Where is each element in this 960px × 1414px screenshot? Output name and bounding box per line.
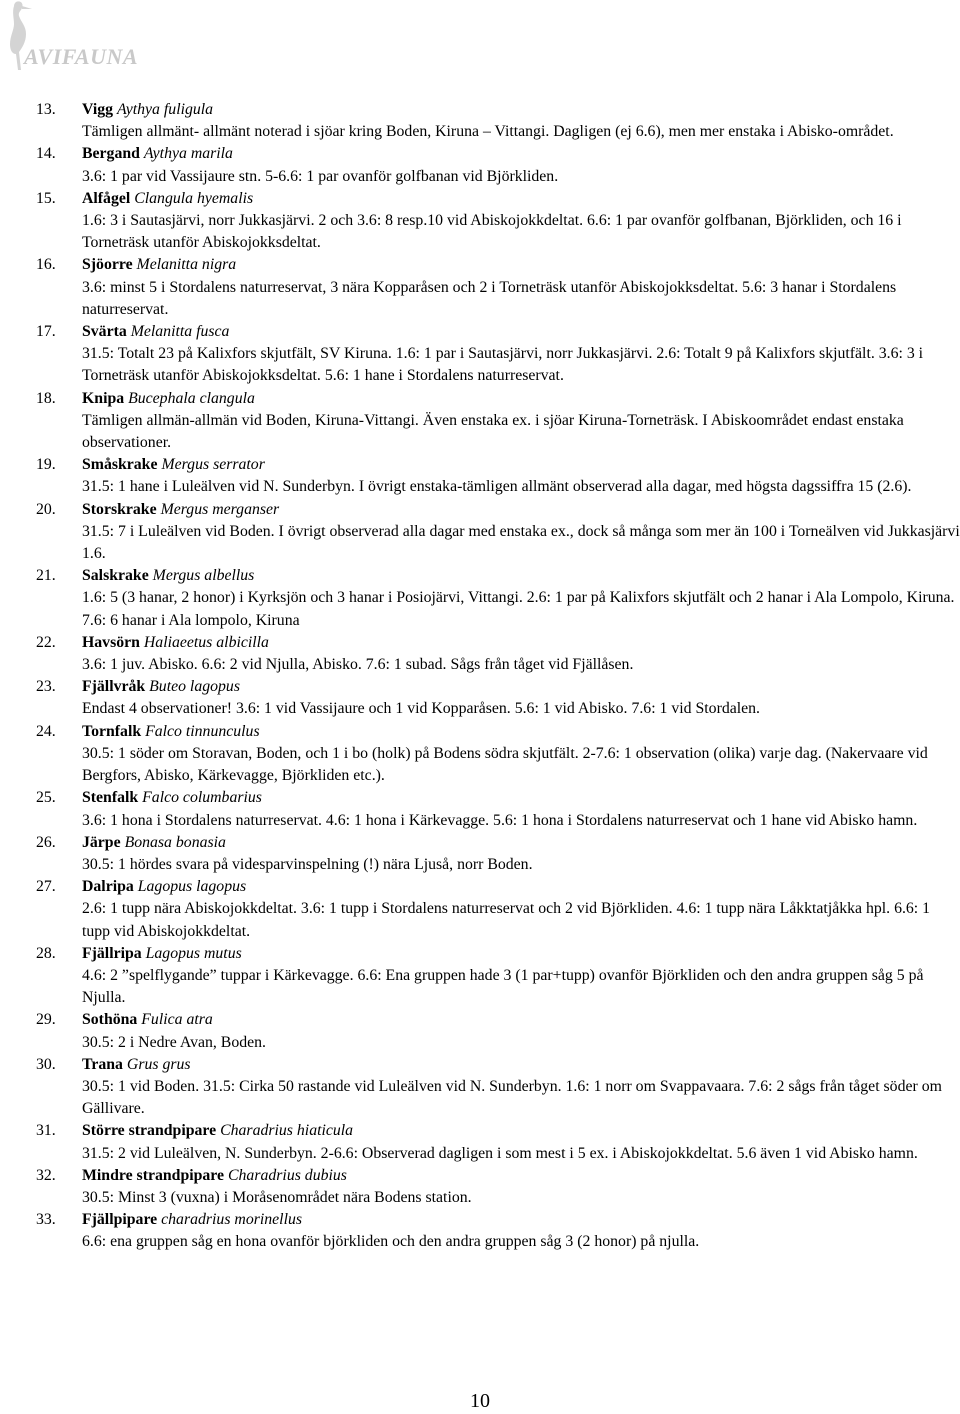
- swedish-name: Vigg: [82, 101, 114, 118]
- entry-number: 26.: [36, 833, 56, 851]
- swedish-name: Dalripa: [82, 878, 134, 896]
- latin-name: Clangula hyemalis: [134, 189, 254, 207]
- latin-name: Lagopus mutus: [145, 944, 242, 962]
- species-list: [36, 99, 960, 1254]
- entry-number: 15.: [36, 189, 56, 207]
- observation-text: 6.6: ena gruppen såg en hona ovanför björkliden och den andra gruppen såg 3 (2 honor) på njulla.: [82, 1233, 700, 1251]
- species-entry: [36, 1054, 960, 1121]
- observation-text: 30.5: 1 söder om Storavan, Boden, och 1 i bo (holk) på Bodens södra skjutfält. 2-7.6: 1 observation (olika) varje dag. (Nakervaare vid Bergfors, Abisko, Kärkevagge, Björkliden etc.).: [82, 744, 928, 785]
- observation-text: Tämligen allmänt- allmänt noterad i sjöar kring Boden, Kiruna – Vittangi. Dagligen (ej 6.6), men mer enstaka i Abisko-området.: [82, 123, 894, 141]
- swedish-name: Fjällripa: [82, 944, 142, 962]
- latin-name: Bucephala clangula: [128, 389, 255, 407]
- entry-number: 29.: [36, 1011, 56, 1029]
- latin-name: Melanitta fusca: [130, 323, 230, 341]
- swedish-name: Tornfalk: [82, 722, 142, 740]
- swedish-name: Sjöorre: [82, 256, 133, 274]
- entry-number: 27.: [36, 878, 56, 896]
- species-entry: [36, 1009, 960, 1053]
- swedish-name: Fjällpipare: [82, 1211, 158, 1229]
- latin-name: Mergus albellus: [152, 567, 255, 585]
- observation-text: 3.6: 1 par vid Vassijaure stn. 5-6.6: 1 par ovanför golfbanan vid Björkliden.: [82, 167, 559, 185]
- latin-name: Mergus serrator: [161, 456, 265, 474]
- entry-number: 28.: [36, 944, 56, 962]
- latin-name: Aythya fuligula: [116, 101, 214, 118]
- species-entry: [36, 99, 960, 143]
- observation-text: 31.5: 2 vid Luleälven, N. Sunderbyn. 2-6.6: Observerad dagligen i som mest i 5 ex. i Abiskojokkdeltat. 5.6 även 1 vid Abisko hamn.: [82, 1144, 918, 1162]
- latin-name: Charadrius dubius: [228, 1166, 347, 1184]
- species-entry: [36, 676, 960, 720]
- species-entry: [36, 388, 960, 455]
- species-entry: [36, 721, 960, 788]
- entry-number: 30.: [36, 1055, 56, 1073]
- entry-number: 18.: [36, 389, 56, 407]
- observation-text: 1.6: 5 (3 hanar, 2 honor) i Kyrksjön och 3 hanar i Posiojärvi, Vittangi. 2.6: 1 par på Kalixfors skjutfält och 2 hanar i Ala Lompolo, Kiruna. 7.6: 6 hanar i Ala lompolo, Kiruna: [82, 589, 955, 629]
- entry-number: 24.: [36, 722, 56, 740]
- species-entry: [36, 454, 960, 498]
- observation-text: 3.6: 1 juv. Abisko. 6.6: 2 vid Njulla, Abisko. 7.6: 1 subad. Sågs från tåget vid Fjällåsen.: [82, 656, 634, 674]
- species-entry: [36, 321, 960, 388]
- swedish-name: Alfågel: [82, 189, 131, 207]
- latin-name: charadrius morinellus: [161, 1211, 303, 1229]
- species-entry: [36, 499, 960, 566]
- swedish-name: Knipa: [82, 389, 125, 407]
- observation-text: 2.6: 1 tupp nära Abiskojokkdeltat. 3.6: 1 tupp i Stordalens naturreservat och 2 vid Björkliden. 4.6: 1 tupp nära Låkktatjåkka hpl. 6.6: 1 tupp vid Abiskojokkdeltat.: [82, 900, 931, 940]
- species-entry: [36, 1120, 960, 1164]
- latin-name: Mergus merganser: [160, 500, 280, 518]
- species-entry: [36, 1165, 960, 1209]
- swedish-name: Svärta: [82, 323, 127, 341]
- observation-text: Endast 4 observationer! 3.6: 1 vid Vassijaure och 1 vid Kopparåsen. 5.6: 1 vid Abisko. 7.6: 1 vid Stordalen.: [82, 700, 761, 718]
- entry-number: 33.: [36, 1211, 56, 1229]
- observation-text: 31.5: 1 hane i Luleälven vid N. Sunderbyn. I övrigt enstaka-tämligen allmänt observerad alla dagar, med högsta dagssiffra 15 (2.6).: [82, 478, 912, 496]
- entry-number: 32.: [36, 1166, 56, 1184]
- swedish-name: Större strandpipare: [82, 1122, 217, 1140]
- swedish-name: Fjällvråk: [82, 678, 146, 696]
- swedish-name: Salskrake: [82, 567, 149, 585]
- swedish-name: Havsörn: [82, 633, 140, 651]
- entry-number: 31.: [36, 1122, 56, 1140]
- species-entry: [36, 632, 960, 676]
- swedish-name: Storskrake: [82, 500, 157, 518]
- observation-text: 30.5: 1 vid Boden. 31.5: Cirka 50 rastande vid Luleälven vid N. Sunderbyn. 1.6: 1 norr om Svappavaara. 7.6: 2 sågs från tåget söder om Gällivare.: [82, 1077, 942, 1118]
- latin-name: Aythya marila: [143, 145, 233, 163]
- latin-name: Buteo lagopus: [149, 678, 240, 696]
- observation-text: 30.5: 2 i Nedre Avan, Boden.: [82, 1033, 266, 1051]
- latin-name: Grus grus: [126, 1055, 191, 1073]
- latin-name: Melanitta nigra: [136, 256, 237, 274]
- observation-text: Tämligen allmän-allmän vid Boden, Kiruna-Vittangi. Även enstaka ex. i sjöar Kiruna-Torneträsk. I Abiskoområdet endast enstaka observationer.: [82, 411, 904, 452]
- latin-name: Falco columbarius: [142, 789, 262, 807]
- species-entry: [36, 143, 960, 187]
- species-entry: [36, 188, 960, 255]
- latin-name: Lagopus lagopus: [137, 878, 247, 896]
- entry-number: 21.: [36, 567, 56, 585]
- entry-number: 25.: [36, 789, 56, 807]
- swedish-name: Sothöna: [82, 1011, 138, 1029]
- latin-name: Haliaeetus albicilla: [143, 633, 269, 651]
- swedish-name: Bergand: [82, 145, 140, 163]
- entry-number: 16.: [36, 256, 56, 274]
- entry-number: 22.: [36, 633, 56, 651]
- swedish-name: Mindre strandpipare: [82, 1166, 225, 1184]
- observation-text: 30.5: 1 hördes svara på videsparvinspelning (!) nära Ljuså, norr Boden.: [82, 855, 533, 873]
- entry-number: 14.: [36, 145, 56, 163]
- page-number: 10: [470, 1390, 490, 1412]
- observation-text: 31.5: Totalt 23 på Kalixfors skjutfält, SV Kiruna. 1.6: 1 par i Sautasjärvi, norr Jukkasjärvi. 2.6: Totalt 9 på Kalixfors skjutfält. 3.6: 3 i Torneträsk utanför Abiskojokksdeltat. 5.6: 1 hane i Stordalens naturreservat.: [82, 345, 924, 385]
- latin-name: Fulica atra: [141, 1011, 213, 1029]
- swedish-name: Stenfalk: [82, 789, 139, 807]
- entry-number: 13.: [36, 101, 56, 118]
- latin-name: Charadrius hiaticula: [220, 1122, 354, 1140]
- swedish-name: Järpe: [82, 833, 121, 851]
- entry-number: 23.: [36, 678, 56, 696]
- observation-text: 30.5: Minst 3 (vuxna) i Moråsenområdet nära Bodens station.: [82, 1188, 472, 1206]
- species-entry: [36, 254, 960, 321]
- latin-name: Bonasa bonasia: [124, 833, 226, 851]
- swedish-name: Trana: [82, 1055, 123, 1073]
- swedish-name: Småskrake: [82, 456, 158, 474]
- species-entry: [36, 943, 960, 1010]
- observation-text: 3.6: 1 hona i Stordalens naturreservat. 4.6: 1 hona i Kärkevagge. 5.6: 1 hona i Stordalens naturreservat och 1 hane vid Abisko hamn.: [82, 811, 918, 829]
- entry-number: 19.: [36, 456, 56, 474]
- species-entry: [36, 1209, 960, 1253]
- observation-text: 4.6: 2 ”spelflygande” tuppar i Kärkevagge. 6.6: Ena gruppen hade 3 (1 par+tupp) ovanför Björkliden och den andra gruppen såg 5 på Njulla.: [82, 966, 924, 1007]
- species-entry: [36, 787, 960, 831]
- species-entry: [36, 876, 960, 943]
- observation-text: 31.5: 7 i Luleälven vid Boden. I övrigt observerad alla dagar med enstaka ex., dock så många som mer än 100 i Torneälven vid Jukkasjärvi 1.6.: [82, 522, 960, 563]
- logo-text: AVIFAUNA: [24, 44, 139, 69]
- observation-text: 1.6: 3 i Sautasjärvi, norr Jukkasjärvi. 2 och 3.6: 8 resp.10 vid Abiskojokkdeltat. 6.6: 1 par ovanför golfbanan, Björkliden, och 16 i Torneträsk utanför Abiskojokksdeltat.: [82, 212, 902, 252]
- entry-number: 20.: [36, 500, 56, 518]
- latin-name: Falco tinnunculus: [145, 722, 260, 740]
- species-entry: [36, 832, 960, 876]
- observation-text: 3.6: minst 5 i Stordalens naturreservat, 3 nära Kopparåsen och 2 i Torneträsk utanför Abiskojokksdeltat. 5.6: 3 hanar i Stordalens naturreservat.: [82, 278, 897, 318]
- avifauna-logo: [0, 0, 200, 80]
- entry-number: 17.: [36, 323, 56, 341]
- species-entry: [36, 565, 960, 632]
